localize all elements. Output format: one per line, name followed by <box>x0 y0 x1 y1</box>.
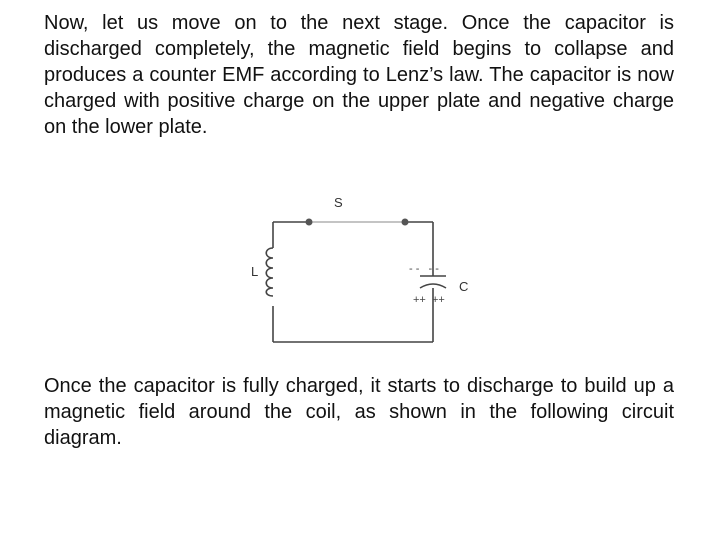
capacitor-bottom-signs: ++ ++ <box>413 294 445 306</box>
lc-circuit-diagram <box>245 188 485 348</box>
paragraph-intro: Now, let us move on to the next stage. Once the capacitor is discharged completely, the magnetic field begins to collapse and produces a counter EMF according to Lenz’s law. The capacitor is now charged with positive charge on the upper plate and negative charge on the lower plate. <box>44 12 674 138</box>
capacitor-bottom-plate <box>420 284 446 288</box>
capacitor-top-signs: - - - - <box>409 263 439 275</box>
inductor-label: L <box>251 264 259 279</box>
inductor-coil <box>266 248 273 296</box>
paragraph-discharge: Once the capacitor is fully charged, it starts to discharge to build up a magnetic field around the coil, as shown in the following circuit diagram. <box>44 375 674 449</box>
switch-contact-right <box>402 219 409 226</box>
switch-label: S <box>334 195 343 210</box>
switch-contact-left <box>306 219 313 226</box>
capacitor-label: C <box>459 279 469 294</box>
